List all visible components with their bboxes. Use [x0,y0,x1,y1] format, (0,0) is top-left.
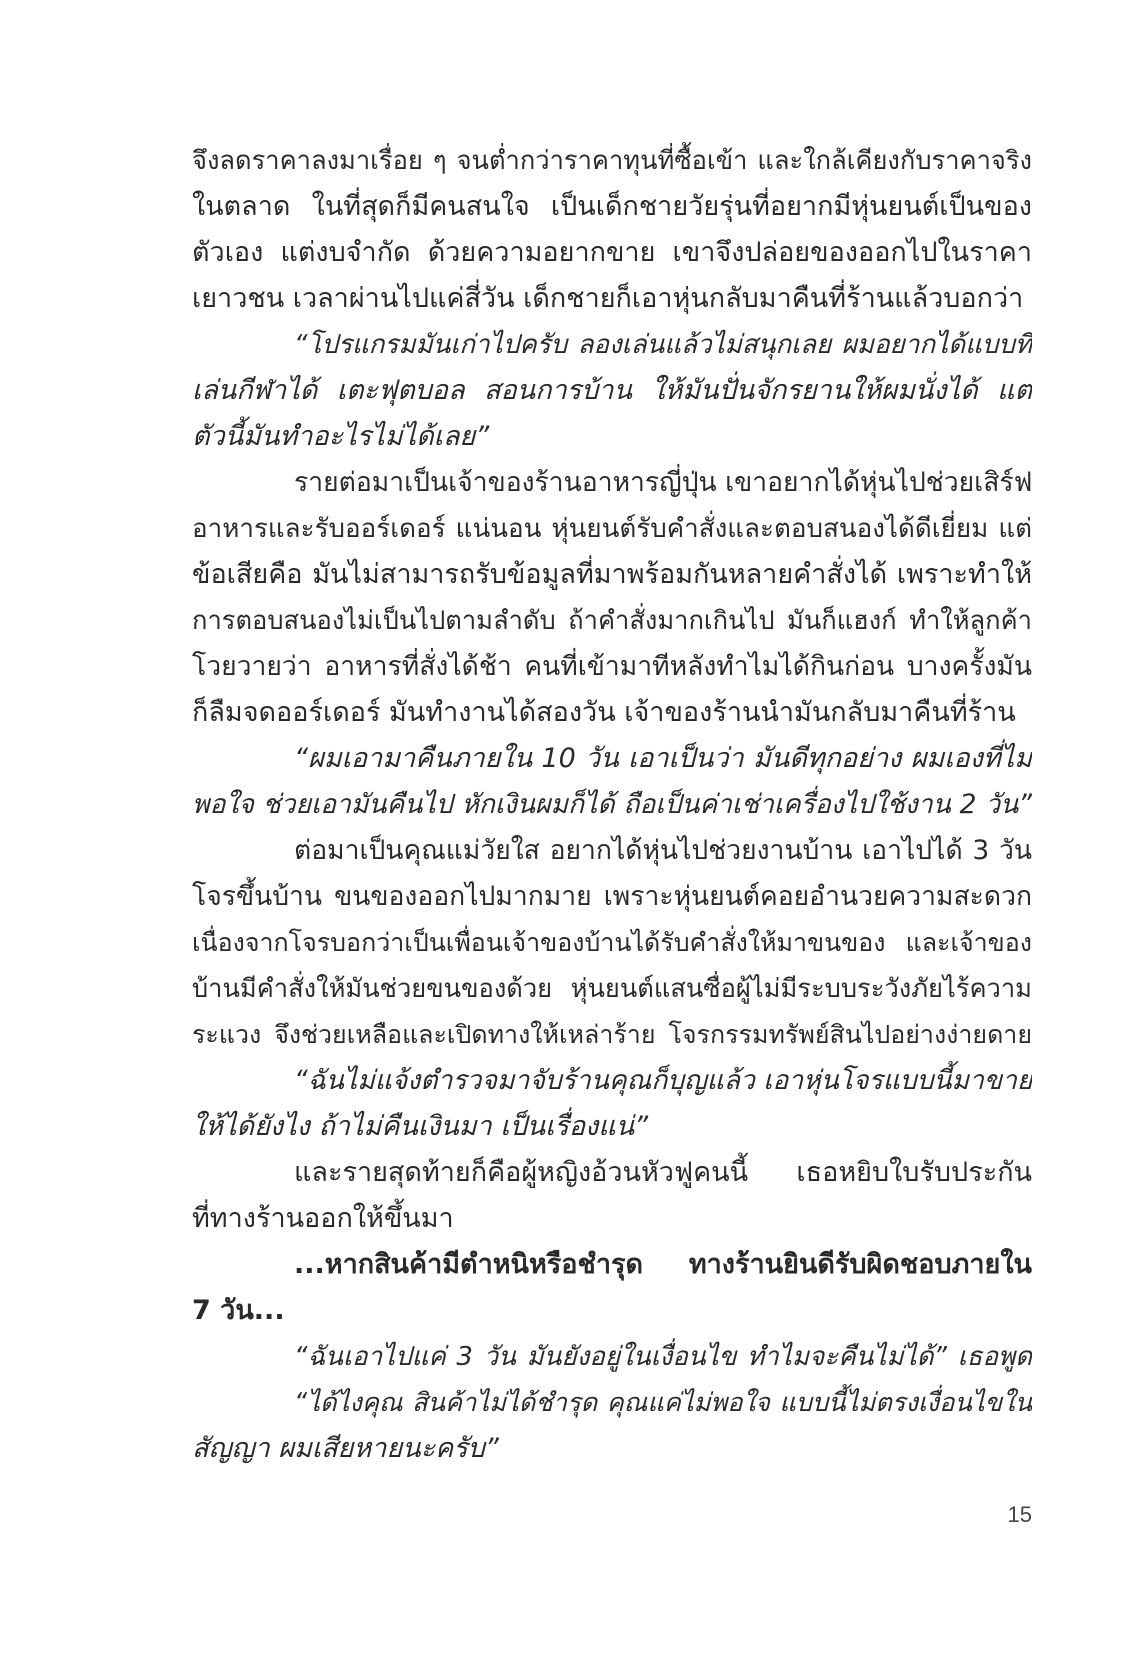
text-line: รายต่อมาเป็นเจ้าของร้านอาหารญี่ปุ่น เขาอยากได้หุ่นไปช่วยเสิร์ฟ [294,467,1032,498]
text-line: โจรขึ้นบ้าน ขนของออกไปมากมาย เพราะหุ่นยนต์คอยอำนวยความสะดวก [192,881,1032,912]
text-line: ที่ทางร้านออกให้ขึ้นมา [192,1203,454,1234]
text-line: การตอบสนองไม่เป็นไปตามลำดับ ถ้าคำสั่งมากเกินไป มันก็แฮงก์ ทำให้ลูกค้า [192,606,1032,636]
text-line: “ได้ไงคุณ สินค้าไม่ได้ชำรุด คุณแค่ไม่พอใจ แบบนี้ไม่ตรงเงื่อนไขใน [294,1388,1032,1418]
text-line: ในตลาด ในที่สุดก็มีคนสนใจ เป็นเด็กชายวัยรุ่นที่อยากมีหุ่นยนต์เป็นของ [192,191,1032,222]
text-line: บ้านมีคำสั่งให้มันช่วยขนของด้วย หุ่นยนต์แสนซื่อผู้ไม่มีระบบระวังภัยไร้ความ [192,974,1032,1004]
text-line: “ผมเอามาคืนภายใน 10 วัน เอาเป็นว่า มันดีทุกอย่าง ผมเองที่ไม่ [294,743,1032,774]
text-line: ต่อมาเป็นคุณแม่วัยใส อยากได้หุ่นไปช่วยงานบ้าน เอาไปได้ 3 วัน [294,835,1032,866]
text-line: เนื่องจากโจรบอกว่าเป็นเพื่อนเจ้าของบ้านได้รับคำสั่งให้มาขนของ และเจ้าของ [192,928,1032,957]
text-line: 7 วัน... [192,1295,285,1326]
text-line: ตัวนี้มันทำอะไรไม่ได้เลย” [192,421,490,452]
text-line: สัญญา ผมเสียหายนะครับ” [192,1433,499,1464]
text-line: ก็ลืมจดออร์เดอร์ มันทำงานได้สองวัน เจ้าของร้านนำมันกลับมาคืนที่ร้าน [192,697,1016,728]
body-text [192,138,1032,1472]
text-line: จึงลดราคาลงมาเรื่อย ๆ จนต่ำกว่าราคาทุนที่ซื้อเข้า และใกล้เคียงกับราคาจริง [192,146,1032,176]
text-line: ให้ได้ยังไง ถ้าไม่คืนเงินมา เป็นเรื่องแน่” [192,1111,649,1142]
text-line: “ฉันไม่แจ้งตำรวจมาจับร้านคุณก็บุญแล้ว เอาหุ่นโจรแบบนี้มาขาย [294,1065,1032,1096]
text-line: เล่นกีฬาได้ เตะฟุตบอล สอนการบ้าน ให้มันปั่นจักรยานให้ผมนั่งได้ แต่ [192,375,1032,406]
text-line: “ฉันเอาไปแค่ 3 วัน มันยังอยู่ในเงื่อนไข ทำไมจะคืนไม่ได้” เธอพูด [294,1342,1032,1372]
text-line: โวยวายว่า อาหารที่สั่งได้ช้า คนที่เข้ามาทีหลังทำไมได้กินก่อน บางครั้งมัน [192,651,1032,682]
text-line: และรายสุดท้ายก็คือผู้หญิงอ้วนหัวฟูคนนี้ เธอหยิบใบรับประกัน [294,1157,1032,1188]
text-line: “โปรแกรมมันเก่าไปครับ ลองเล่นแล้วไม่สนุกเลย ผมอยากได้แบบที่ [294,330,1032,360]
text-line: อาหารและรับออร์เดอร์ แน่นอน หุ่นยนต์รับคำสั่งและตอบสนองได้ดีเยี่ยม แต่ [192,514,1032,544]
text-line: ...หากสินค้ามีตำหนิหรือชำรุด ทางร้านยินดีรับผิดชอบภายใน [294,1249,1032,1280]
text-line: ระแวง จึงช่วยเหลือและเปิดทางให้เหล่าร้าย โจรกรรมทรัพย์สินไปอย่างง่ายดาย [192,1020,1032,1049]
text-line: ข้อเสียคือ มันไม่สามารถรับข้อมูลที่มาพร้อมกันหลายคำสั่งได้ เพราะทำให้ [192,559,1032,590]
text-line: พอใจ ช่วยเอามันคืนไป หักเงินผมก็ได้ ถือเป็นค่าเช่าเครื่องไปใช้งาน 2 วัน” [192,789,1032,820]
page-number: 15 [1007,1502,1032,1527]
text-line: เยาวชน เวลาผ่านไปแค่สี่วัน เด็กชายก็เอาหุ่นกลับมาคืนที่ร้านแล้วบอกว่า [192,283,1024,314]
text-line: ตัวเอง แต่งบจำกัด ด้วยความอยากขาย เขาจึงปล่อยของออกไปในราคา [192,237,1032,268]
